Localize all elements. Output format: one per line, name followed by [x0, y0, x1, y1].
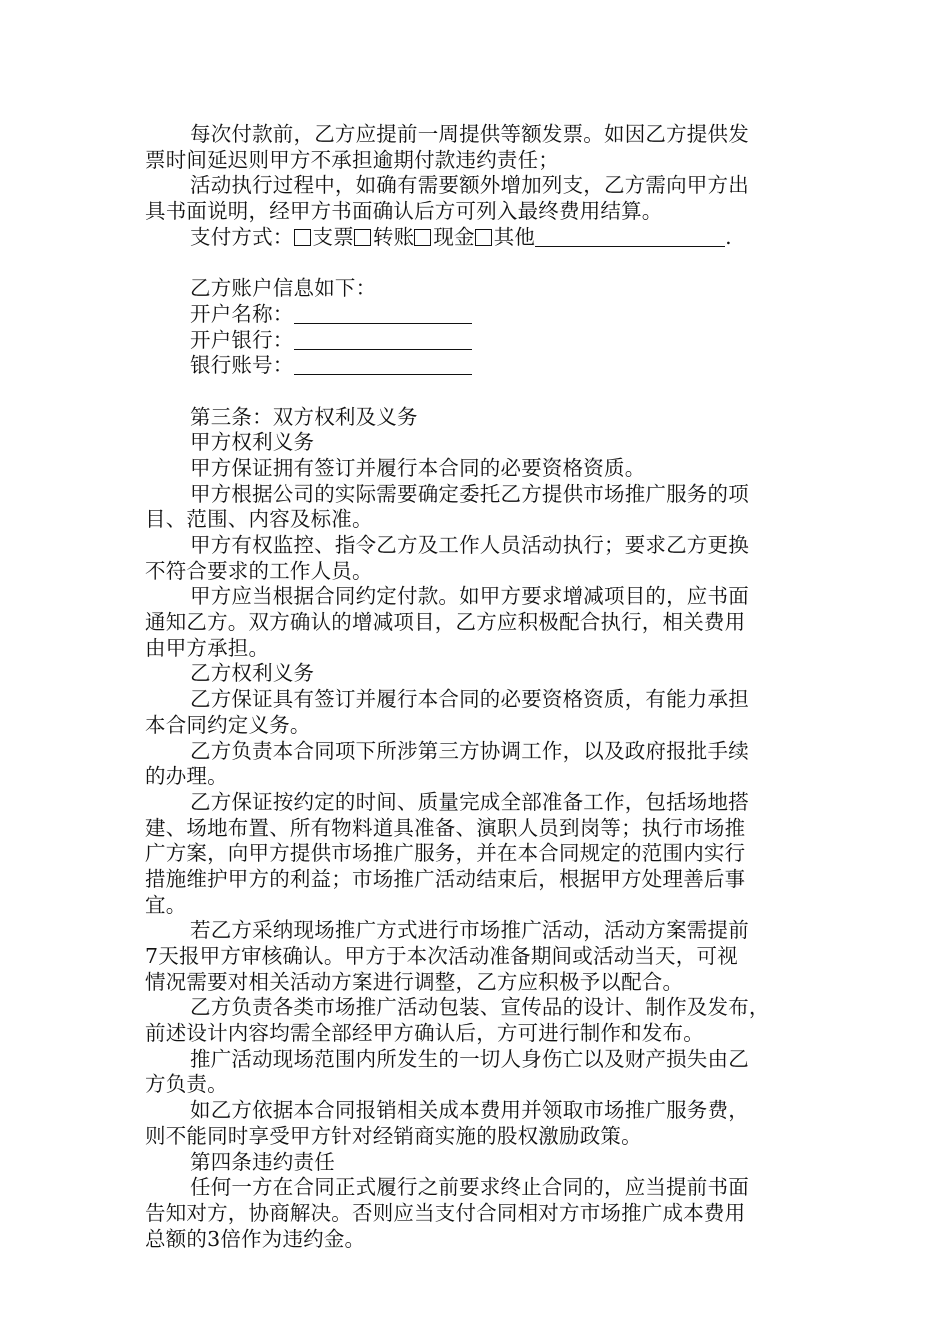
paragraph-line: 乙方负责本合同项下所涉第三方协调工作，以及政府报批手续 [190, 738, 749, 763]
account-name-row [145, 302, 800, 328]
paragraph-line: 不符合要求的工作人员。 [145, 558, 373, 583]
paragraph-line: 总额的3倍作为违约金。 [145, 1226, 366, 1251]
party-a-heading: 甲方权利义务 [190, 430, 315, 455]
paragraph-line: 方负责。 [145, 1072, 228, 1097]
checkbox-icon[interactable] [414, 229, 431, 246]
paragraph-line: 甲方保证拥有签订并履行本合同的必要资格资质。 [190, 455, 646, 480]
account-number-label: 银行账号： [190, 353, 294, 378]
spacer [145, 250, 800, 276]
paragraph-line: 广方案，向甲方提供市场推广服务，并在本合同规定的范围内实行 [145, 841, 746, 866]
spacer [145, 379, 800, 405]
account-name-label: 开户名称： [190, 301, 294, 326]
paragraph-line: 乙方保证具有签订并履行本合同的必要资格资质，有能力承担 [190, 687, 749, 712]
option-label: 其他 [493, 224, 536, 249]
option-other[interactable] [475, 225, 535, 251]
paragraph-line: 甲方应当根据合同约定付款。如甲方要求增减项目的，应书面 [190, 584, 749, 609]
paragraph-line: 由甲方承担。 [145, 635, 270, 660]
paragraph-line: 目、范围、内容及标准。 [145, 507, 373, 532]
account-heading: 乙方账户信息如下： [190, 276, 377, 301]
method-end: . [725, 224, 732, 249]
article3-title: 第三条：双方权利及义务 [190, 404, 418, 429]
payment-method-label: 支付方式： [190, 224, 294, 249]
paragraph-line: 本合同约定义务。 [145, 712, 311, 737]
account-number-row [145, 353, 800, 379]
paragraph-line: 情况需要对相关活动方案进行调整，乙方应积极予以配合。 [145, 969, 684, 994]
option-label: 现金 [433, 224, 475, 249]
document-body [145, 122, 800, 1252]
account-bank-label: 开户银行： [190, 327, 294, 352]
paragraph-line: 告知对方，协商解决。否则应当支付合同相对方市场推广成本费用 [145, 1200, 746, 1225]
paragraph-line: 乙方负责各类市场推广活动包装、宣传品的设计、制作及发布， [190, 995, 770, 1020]
account-bank-row [145, 328, 800, 354]
article4-title: 第四条违约责任 [190, 1149, 335, 1174]
paragraph-line: 7天报甲方审核确认。甲方于本次活动准备期间或活动当天，可视 [145, 944, 738, 968]
paragraph-line: 具书面说明，经甲方书面确认后方可列入最终费用结算。 [145, 199, 663, 224]
payment-method-row [145, 225, 800, 251]
paragraph-line: 若乙方采纳现场推广方式进行市场推广活动，活动方案需提前 [190, 918, 749, 943]
other-blank-field[interactable] [535, 226, 725, 247]
paragraph-line: 如乙方依据本合同报销相关成本费用并领取市场推广服务费， [190, 1098, 749, 1123]
checkbox-icon[interactable] [475, 229, 492, 246]
checkbox-icon[interactable] [294, 229, 311, 246]
paragraph-line: 措施维护甲方的利益；市场推广活动结束后，根据甲方处理善后事 [145, 866, 746, 891]
paragraph-line: 甲方根据公司的实际需要确定委托乙方提供市场推广服务的项 [190, 481, 749, 506]
option-label: 支票 [312, 224, 354, 249]
option-label: 转账 [372, 224, 415, 249]
paragraph-line: 通知乙方。双方确认的增减项目，乙方应积极配合执行，相关费用 [145, 610, 746, 635]
account-bank-field[interactable] [294, 329, 472, 350]
checkbox-icon[interactable] [354, 229, 371, 246]
paragraph-line: 活动执行过程中，如确有需要额外增加列支，乙方需向甲方出 [190, 173, 749, 198]
paragraph-line: 甲方有权监控、指令乙方及工作人员活动执行；要求乙方更换 [190, 533, 749, 557]
paragraph-line: 任何一方在合同正式履行之前要求终止合同的，应当提前书面 [190, 1175, 749, 1200]
option-check[interactable] [294, 225, 354, 251]
paragraph-line: 票时间延迟则甲方不承担逾期付款违约责任； [145, 147, 559, 172]
option-transfer[interactable] [354, 225, 414, 251]
option-cash[interactable] [414, 225, 474, 251]
paragraph-line: 前述设计内容均需全部经甲方确认后，方可进行制作和发布。 [145, 1021, 704, 1046]
paragraph-line: 推广活动现场范围内所发生的一切人身伤亡以及财产损失由乙 [190, 1046, 749, 1071]
paragraph-line: 的办理。 [145, 764, 228, 789]
account-name-field[interactable] [294, 303, 472, 324]
account-number-field[interactable] [294, 354, 472, 375]
paragraph-line: 建、场地布置、所有物料道具准备、演职人员到岗等；执行市场推 [145, 815, 746, 840]
paragraph-line: 则不能同时享受甲方针对经销商实施的股权激励政策。 [145, 1123, 642, 1148]
paragraph-line: 乙方保证按约定的时间、质量完成全部准备工作，包括场地搭 [190, 789, 749, 814]
party-b-heading: 乙方权利义务 [190, 661, 315, 686]
paragraph-line: 每次付款前，乙方应提前一周提供等额发票。如因乙方提供发 [190, 122, 749, 146]
paragraph-line: 宜。 [145, 892, 187, 917]
